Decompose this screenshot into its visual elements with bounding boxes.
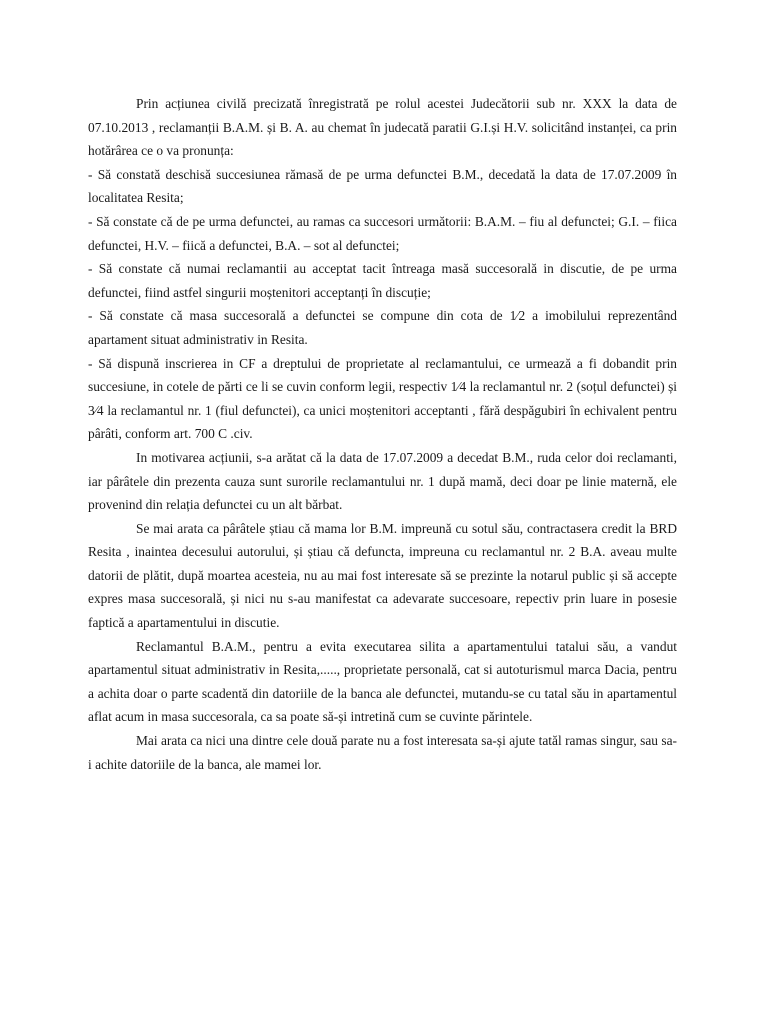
request-item-5: - Să dispună inscrierea in CF a dreptului de proprietate al reclamantului, ce urmează a fi dobandit prin succesiune, in cotele de părti ce li se cuvin conform legii, respectiv 1⁄4 la reclamantul nr. 2 (soțul defunctei) și 3⁄4 la reclamantul nr. 1 (fiul defunctei), ca unici moștenitori acceptanti , fără despăgubiri în echivalent pentru pârâti, conform art. 700 C .civ.: [88, 355, 677, 442]
request-item-1: - Să constată deschisă succesiunea rămasă de pe urma defunctei B.M., decedată la data de 17.07.2009 în localitatea Resita;: [88, 166, 677, 206]
request-item-2: - Să constate că de pe urma defunctei, au ramas ca succesori următorii: B.A.M. – fiu al defunctei; G.I. – fiica defunctei, H.V. – fiică a defunctei, B.A. – sot al defunctei;: [88, 213, 677, 253]
paragraph-defendants-knowledge: Se mai arata ca pârâtele știau că mama lor B.M. impreună cu sotul său, contractasera credit la BRD Resita , inaintea decesului autorului, și știau că defuncta, impreuna cu reclamantul nr. 2 B.A. aveau multe datorii de plătit, după moartea acesteia, nu au mai fost interesate să se prezinte la notarul public și să accepte expres masa succesorală, și nici nu s-au manifestat ca adevarate succesoare, repectiv prin luare in posesie faptică a apartamentului in discutie.: [88, 520, 677, 631]
request-item-3: - Să constate că numai reclamantii au acceptat tacit întreaga masă succesorală in discutie, de pe urma defunctei, fiind astfel singurii moștenitori acceptanți în discuție;: [88, 261, 677, 300]
paragraph-motivation: In motivarea acțiunii, s-a arătat că la data de 17.07.2009 a decedat B.M., ruda celor doi reclamanti, iar pârâtele din prezenta cauza sunt surorile reclamantului nr. 1 după mamă, deci doar pe linie maternă, ele provenind din relația defunctei cu un alt bărbat.: [88, 449, 677, 513]
paragraph-defendants-disinterest: Mai arata ca nici una dintre cele două parate nu a fost interesata sa-și ajute tatăl ramas singur, sau sa-i achite datoriile de la banca, ale mamei lor.: [88, 733, 677, 772]
paragraph-plaintiff-actions: Reclamantul B.A.M., pentru a evita executarea silita a apartamentului tatalui său, a vandut apartamentul situat administrativ in Resita,....., proprietate personală, cat si autoturismul marca Dacia, pentru a achita doar o parte scadentă din datoriile de la banca ale defunctei, mutandu-se cu tatal său in apartamentul aflat acum in masa succesorala, ca sa poate să-și intretină cum se cuvinte părintele.: [88, 638, 677, 725]
paragraph-intro: Prin acțiunea civilă precizată înregistrată pe rolul acestei Judecătorii sub nr. XXX la data de 07.10.2013 , reclamanții B.A.M. și B. A. au chemat în judecată paratii G.I.și H.V. solicitând instanței, ca prin hotărârea ce o va pronunța:: [88, 96, 677, 159]
request-item-4: - Să constate că masa succesorală a defunctei se compune din cota de 1⁄2 a imobilului reprezentând apartament situat administrativ in Resita.: [88, 308, 677, 347]
document-page: [88, 92, 677, 776]
